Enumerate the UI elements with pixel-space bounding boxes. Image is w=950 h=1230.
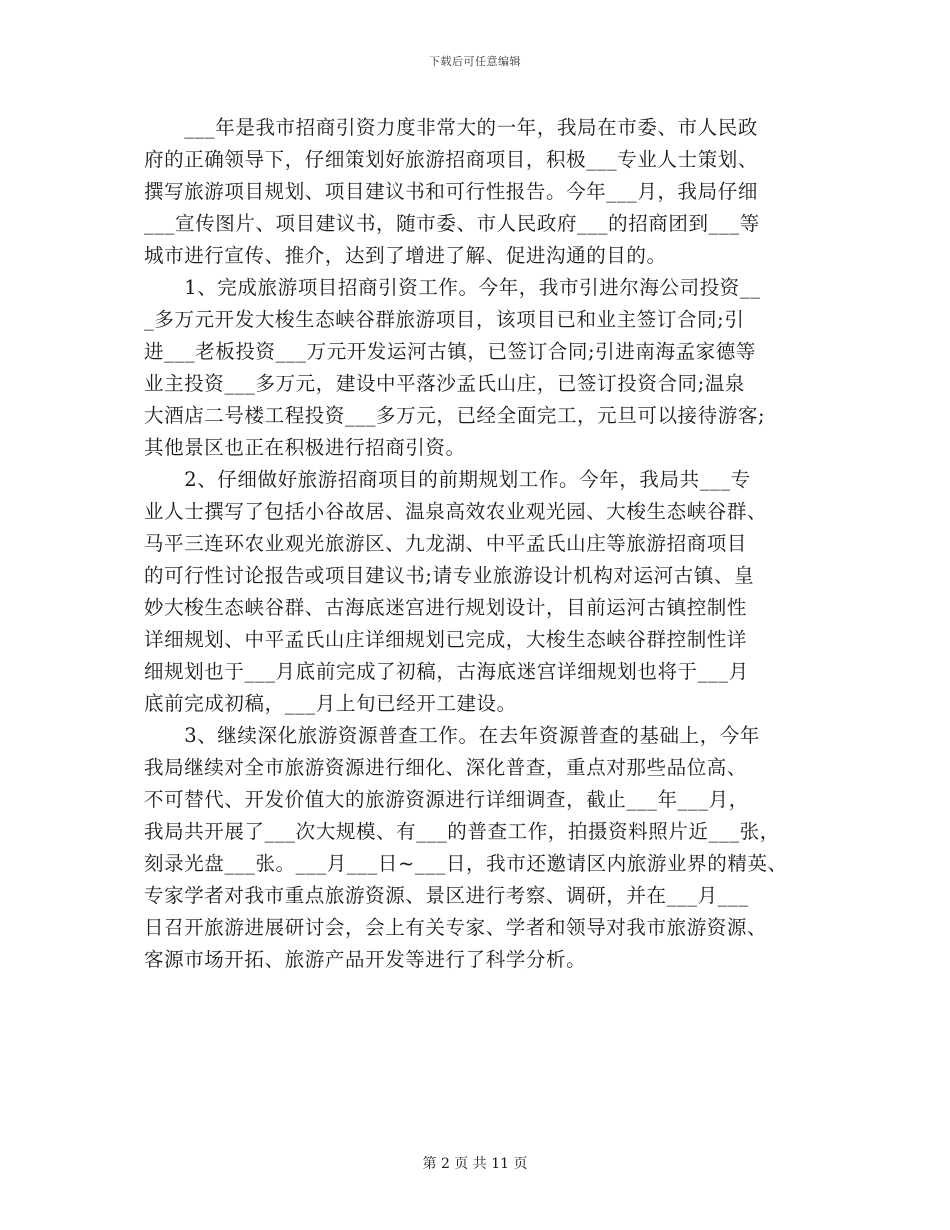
text-line: 不可替代、开发价值大的旅游资源进行详细调查，截止___年___月， xyxy=(144,788,749,811)
text-line: 详细规划、中平孟氏山庄详细规划已完成，大梭生态峡谷群控制性详 xyxy=(144,628,748,651)
text-line: ___宣传图片、项目建议书，随市委、市人民政府___的招商团到___等 xyxy=(144,212,760,235)
text-line: 的可行性讨论报告或项目建议书;请专业旅游设计机构对运河古镇、皇 xyxy=(144,564,755,587)
text-line: 马平三连环农业观光旅游区、九龙湖、中平孟氏山庄等旅游招商项目 xyxy=(144,532,748,555)
text-line: 妙大梭生态峡谷群、古海底迷宫进行规划设计，目前运河古镇控制性 xyxy=(144,596,748,619)
text-line: 城市进行宣传、推介，达到了增进了解、促进沟通的目的。 xyxy=(144,244,667,267)
text-line: 刻录光盘___张。___月___日~___日，我市还邀请区内旅游业界的精英、 xyxy=(144,852,788,875)
text-line: 业人士撰写了包括小谷故居、温泉高效农业观光园、大梭生态峡谷群、 xyxy=(144,500,768,523)
text-line: 业主投资___多万元，建设中平落沙孟氏山庄，已签订投资合同;温泉 xyxy=(144,372,746,395)
text-line: 底前完成初稿，___月上旬已经开工建设。 xyxy=(144,692,517,715)
text-line: _多万元开发大梭生态峡谷群旅游项目，该项目已和业主签订合同;引 xyxy=(144,308,745,331)
text-line: 日召开旅游进展研讨会，会上有关专家、学者和领导对我市旅游资源、 xyxy=(144,916,768,939)
page-number: 第 2 页 共 11 页 xyxy=(422,1156,528,1172)
text-line: 细规划也于___月底前完成了初稿，古海底迷宫详细规划也将于___月 xyxy=(144,660,749,683)
text-line: 客源市场开拓、旅游产品开发等进行了科学分析。 xyxy=(144,948,587,971)
text-line: 专家学者对我市重点旅游资源、景区进行考察、调研，并在___月___ xyxy=(144,884,749,907)
text-line: 撰写旅游项目规划、项目建议书和可行性报告。今年___月，我局仔细 xyxy=(144,180,758,203)
page-header: 下载后可任意编辑 xyxy=(429,55,521,68)
text-line: 大酒店二号楼工程投资___多万元，已经全面完工，元旦可以接待游客; xyxy=(144,404,766,427)
text-line: 1、完成旅游项目招商引资工作。今年，我市引进尔海公司投资__ xyxy=(144,276,761,299)
text-line: 进___老板投资___万元开发运河古镇，已签订合同;引进南海孟家德等 xyxy=(144,340,756,363)
text-line: 我局继续对全市旅游资源进行细化、深化普查，重点对那些品位高、 xyxy=(144,756,748,779)
document-body xyxy=(144,112,808,976)
text-line: 2、仔细做好旅游招商项目的前期规划工作。今年，我局共___专 xyxy=(144,468,751,491)
text-line: 我局共开展了___次大规模、有___的普查工作，拍摄资料照片近___张， xyxy=(144,820,780,843)
text-line: ___年是我市招商引资力度非常大的一年，我局在市委、市人民政 xyxy=(144,116,758,139)
text-line: 府的正确领导下，仔细策划好旅游招商项目，积极___专业人士策划、 xyxy=(144,148,758,171)
text-line: 3、继续深化旅游资源普查工作。在去年资源普查的基础上，今年 xyxy=(144,724,761,747)
text-line: 其他景区也正在积极进行招商引资。 xyxy=(144,436,466,459)
